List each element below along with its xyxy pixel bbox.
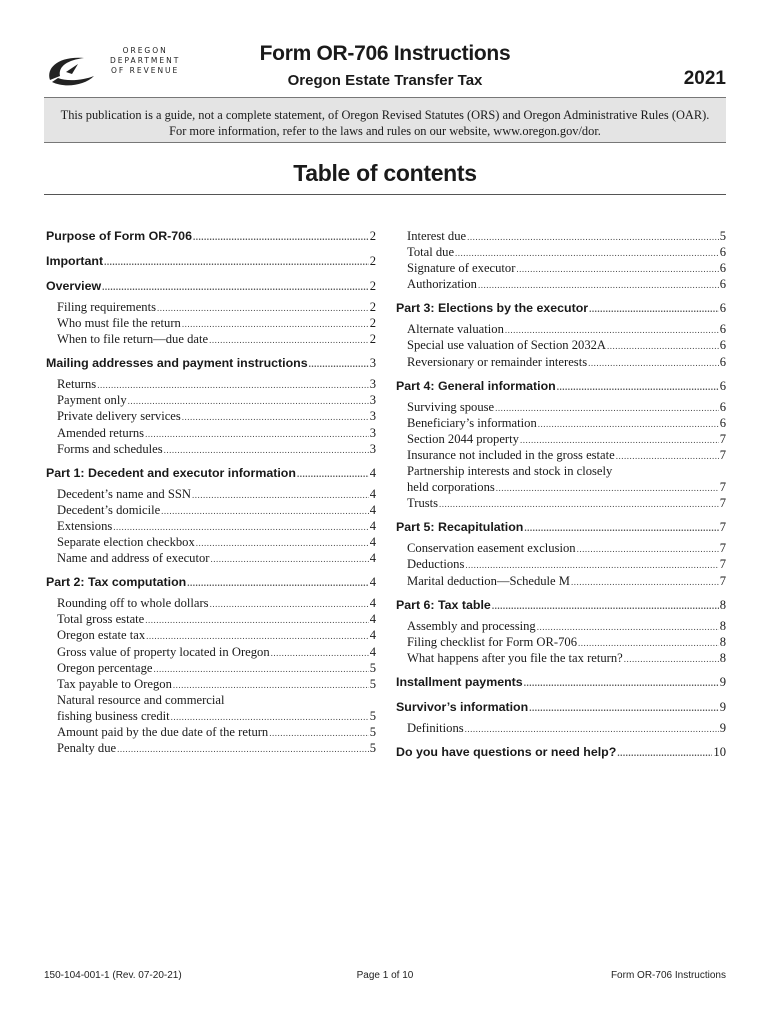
- toc-entry-title: Tax payable to Oregon: [57, 676, 172, 691]
- toc-dot-leader: [616, 448, 719, 464]
- toc-subsection-entry[interactable]: [396, 479, 726, 495]
- toc-entry-title: Purpose of Form OR-706: [46, 229, 192, 243]
- toc-subsection-entry[interactable]: [46, 676, 376, 692]
- toc-dot-leader: [104, 254, 369, 271]
- toc-entry-title: Separate election checkbox: [57, 535, 195, 550]
- toc-subsection-entry[interactable]: [46, 502, 376, 518]
- footer-form-number: 150-104-001-1 (Rev. 07-20-21): [44, 970, 182, 981]
- toc-subsection-entry[interactable]: [396, 431, 726, 447]
- toc-subsection-entry[interactable]: [396, 276, 726, 292]
- toc-dot-leader: [537, 619, 719, 635]
- toc-dot-leader: [146, 628, 369, 644]
- toc-section-entry[interactable]: [46, 465, 376, 482]
- toc-dot-leader: [455, 245, 719, 261]
- toc-subsection-entry[interactable]: [46, 692, 376, 708]
- toc-entry-title: Partnership interests and stock in closely: [407, 464, 613, 479]
- toc-page-number: 4: [369, 465, 376, 480]
- toc-page-number: 6: [719, 261, 726, 276]
- toc-dot-leader: [496, 480, 719, 496]
- toc-subsection-entry[interactable]: [396, 556, 726, 572]
- toc-subsection-entry[interactable]: [396, 447, 726, 463]
- toc-dot-leader: [210, 596, 369, 612]
- logo-line-revenue: OF REVENUE: [111, 66, 180, 75]
- toc-subsection-entry[interactable]: [46, 392, 376, 408]
- toc-page-number: 7: [719, 431, 726, 446]
- toc-entry-title: held corporations: [407, 480, 495, 495]
- toc-entry-title: Decedent’s name and SSN: [57, 486, 191, 501]
- toc-dot-leader: [588, 355, 719, 371]
- toc-page-number: 6: [719, 354, 726, 369]
- toc-page-number: 3: [369, 425, 376, 440]
- toc-entry-title: Interest due: [407, 229, 467, 243]
- toc-entry-title: Gross value of property located in Oregon: [57, 644, 270, 659]
- toc-dot-leader: [465, 721, 719, 737]
- toc-subsection-entry[interactable]: [46, 518, 376, 534]
- toc-heading: Table of contents: [293, 160, 477, 186]
- toc-page-number: 5: [719, 229, 726, 243]
- toc-entry-title: Payment only: [57, 393, 127, 408]
- toc-entry-title: Total due: [407, 245, 455, 260]
- toc-page-number: 5: [369, 741, 376, 756]
- toc-section-entry[interactable]: [396, 744, 726, 761]
- toc-page-number: 7: [719, 573, 726, 588]
- toc-page-number: 3: [369, 441, 376, 456]
- toc-entry-title: Marital deduction—Schedule M: [407, 573, 570, 588]
- toc-subsection-entry[interactable]: [46, 534, 376, 550]
- toc-page-number: 7: [719, 557, 726, 572]
- toc-section-entry[interactable]: [396, 597, 726, 614]
- toc-entry-title: Deductions: [407, 557, 465, 572]
- toc-entry-title: Extensions: [57, 518, 113, 533]
- toc-section-entry[interactable]: [46, 574, 376, 591]
- toc-dot-leader: [196, 535, 369, 551]
- toc-entry-title: Rounding off to whole dollars: [57, 596, 209, 611]
- toc-dot-leader: [524, 520, 718, 537]
- toc-entry-title: Part 2: Tax computation: [46, 575, 187, 590]
- toc-dot-leader: [193, 229, 369, 246]
- toc-dot-leader: [153, 661, 368, 677]
- toc-dot-leader: [113, 519, 368, 535]
- toc-entry-title: Total gross estate: [57, 612, 145, 627]
- toc-dot-leader: [557, 379, 719, 396]
- footer-page-number: Page 1 of 10: [356, 970, 414, 981]
- toc-page-number: 3: [369, 409, 376, 424]
- toc-section-entry[interactable]: [46, 355, 376, 372]
- toc-right-column: [396, 228, 726, 761]
- toc-page-number: 9: [719, 720, 726, 735]
- toc-dot-leader: [520, 432, 719, 448]
- toc-page-number: 8: [719, 618, 726, 633]
- toc-page-number: 2: [369, 316, 376, 331]
- toc-dot-leader: [297, 466, 369, 483]
- footer-form-name: Form OR-706 Instructions: [610, 970, 726, 981]
- toc-divider: [44, 194, 726, 195]
- toc-entry-title: Reversionary or remainder interests: [407, 354, 588, 369]
- toc-entry-title: Returns: [57, 377, 97, 392]
- toc-subsection-entry[interactable]: [396, 321, 726, 337]
- toc-page-number: 5: [369, 660, 376, 675]
- toc-section-entry[interactable]: [396, 519, 726, 536]
- toc-subsection-entry[interactable]: [46, 595, 376, 611]
- toc-page-number: 4: [369, 551, 376, 566]
- toc-dot-leader: [164, 442, 369, 458]
- toc-entry-title: fishing business credit: [57, 708, 170, 723]
- toc-page-number: 7: [719, 520, 726, 535]
- toc-page-number: 6: [719, 245, 726, 260]
- toc-page-number: 3: [369, 393, 376, 408]
- toc-entry-title: Definitions: [407, 720, 464, 735]
- toc-dot-leader: [467, 229, 719, 245]
- publication-notice: [44, 97, 726, 143]
- toc-page-number: 8: [719, 634, 726, 649]
- toc-subsection-entry[interactable]: [46, 611, 376, 627]
- toc-dot-leader: [571, 574, 719, 590]
- toc-dot-leader: [465, 557, 718, 573]
- toc-page-number: 4: [369, 644, 376, 659]
- toc-entry-title: Alternate valuation: [407, 322, 504, 337]
- toc-dot-leader: [187, 575, 368, 592]
- toc-subsection-entry[interactable]: [46, 740, 376, 756]
- toc-section-entry[interactable]: [46, 228, 376, 245]
- toc-dot-leader: [192, 487, 369, 503]
- toc-dot-leader: [309, 356, 369, 373]
- toc-entry-title: Oregon estate tax: [57, 628, 146, 643]
- toc-dot-leader: [128, 393, 369, 409]
- toc-page-number: 5: [369, 676, 376, 691]
- toc-page-number: 4: [369, 575, 376, 590]
- toc-dot-leader: [529, 700, 719, 717]
- toc-dot-leader: [577, 541, 719, 557]
- toc-section-entry[interactable]: [46, 278, 376, 295]
- toc-entry-title: Private delivery services: [57, 409, 181, 424]
- toc-entry-title: Assembly and processing: [407, 618, 536, 633]
- toc-page-number: 3: [369, 377, 376, 392]
- toc-entry-title: Who must file the return: [57, 316, 181, 331]
- toc-dot-leader: [478, 277, 719, 293]
- toc-page-number: 4: [369, 612, 376, 627]
- toc-entry-title: Conservation easement exclusion: [407, 541, 576, 556]
- toc-page-number: 6: [719, 415, 726, 430]
- toc-subsection-entry[interactable]: [396, 495, 726, 511]
- toc-section-entry[interactable]: [396, 300, 726, 317]
- toc-subsection-entry[interactable]: [46, 627, 376, 643]
- toc-subsection-entry[interactable]: [46, 708, 376, 724]
- tax-year: 2021: [683, 68, 726, 89]
- toc-entry-title: Decedent’s domicile: [57, 502, 161, 517]
- toc-entry-title: Part 4: General information: [396, 378, 556, 393]
- toc-dot-leader: [617, 745, 712, 762]
- toc-subsection-entry[interactable]: [46, 315, 376, 331]
- toc-dot-leader: [439, 496, 719, 512]
- toc-page-number: 9: [719, 699, 726, 714]
- toc-entry-title: Section 2044 property: [407, 431, 519, 446]
- logo-line-oregon: OREGON: [122, 46, 168, 55]
- toc-subsection-entry[interactable]: [396, 260, 726, 276]
- toc-page-number: 6: [719, 301, 726, 316]
- toc-entry-title: What happens after you file the tax return?: [407, 650, 623, 665]
- toc-page-number: 2: [369, 229, 376, 243]
- toc-page-number: 5: [369, 724, 376, 739]
- toc-dot-leader: [209, 332, 369, 348]
- toc-page-number: 7: [719, 541, 726, 556]
- toc-dot-leader: [157, 300, 369, 316]
- toc-subsection-entry[interactable]: [46, 486, 376, 502]
- toc-entry-title: Natural resource and commercial: [57, 692, 225, 707]
- toc-subsection-entry[interactable]: [396, 228, 726, 244]
- form-title: Form OR-706 Instructions: [259, 42, 511, 65]
- toc-entry-title: Authorization: [407, 277, 477, 292]
- toc-subsection-entry[interactable]: [396, 354, 726, 370]
- toc-page-number: 7: [719, 496, 726, 511]
- toc-page-number: 6: [719, 378, 726, 393]
- toc-subsection-entry[interactable]: [396, 415, 726, 431]
- toc-subsection-entry[interactable]: [46, 425, 376, 441]
- toc-page-number: 6: [719, 277, 726, 292]
- toc-entry-title: Filing requirements: [57, 300, 156, 314]
- toc-entry-title: Survivor’s information: [396, 699, 529, 714]
- toc-subsection-entry[interactable]: [396, 337, 726, 353]
- toc-subsection-entry[interactable]: [396, 244, 726, 260]
- toc-page-number: 2: [369, 300, 376, 314]
- toc-subsection-entry[interactable]: [396, 634, 726, 650]
- toc-entry-title: Oregon percentage: [57, 660, 153, 675]
- toc-entry-title: Part 1: Decedent and executor information: [46, 465, 296, 480]
- toc-entry-title: Forms and schedules: [57, 441, 163, 456]
- toc-entry-title: Trusts: [407, 496, 439, 511]
- toc-entry-title: Filing checklist for Form OR-706: [407, 634, 578, 649]
- toc-dot-leader: [269, 725, 368, 741]
- toc-page-number: 6: [719, 338, 726, 353]
- toc-subsection-entry[interactable]: [396, 650, 726, 666]
- toc-subsection-entry[interactable]: [46, 660, 376, 676]
- toc-dot-leader: [607, 338, 719, 354]
- toc-entry-title: Mailing addresses and payment instructions: [46, 356, 308, 371]
- toc-page-number: 8: [719, 597, 726, 612]
- toc-subsection-entry[interactable]: [46, 376, 376, 392]
- logo-line-department: DEPARTMENT: [110, 56, 181, 65]
- toc-entry-title: When to file return—due date: [57, 332, 209, 347]
- toc-page-number: 9: [719, 674, 726, 689]
- toc-subsection-entry[interactable]: [396, 618, 726, 634]
- toc-entry-title: Amended returns: [57, 425, 145, 440]
- toc-dot-leader: [516, 261, 718, 277]
- toc-entry-title: Amount paid by the due date of the return: [57, 724, 269, 739]
- toc-dot-leader: [182, 316, 369, 332]
- toc-page-number: 2: [369, 254, 376, 268]
- toc-dot-leader: [145, 612, 368, 628]
- toc-section-entry[interactable]: [396, 699, 726, 716]
- toc-entry-title: Signature of executor: [407, 261, 516, 276]
- toc-subsection-entry[interactable]: [396, 540, 726, 556]
- toc-dot-leader: [117, 741, 369, 757]
- toc-entry-title: Beneficiary’s information: [407, 415, 537, 430]
- toc-subsection-entry[interactable]: [46, 550, 376, 566]
- toc-subsection-entry[interactable]: [46, 724, 376, 740]
- toc-entry-title: Insurance not included in the gross estate: [407, 447, 615, 462]
- toc-entry-title: Important: [46, 254, 104, 268]
- toc-section-entry[interactable]: [396, 378, 726, 395]
- toc-dot-leader: [271, 645, 369, 661]
- toc-page-number: 5: [369, 708, 376, 723]
- toc-left-column: [46, 228, 376, 756]
- toc-dot-leader: [495, 400, 719, 416]
- toc-page-number: 7: [719, 480, 726, 495]
- form-subtitle: Oregon Estate Transfer Tax: [287, 72, 483, 89]
- toc-page-number: 10: [713, 744, 726, 759]
- toc-dot-leader: [102, 279, 369, 296]
- toc-dot-leader: [173, 677, 369, 693]
- toc-entry-title: Surviving spouse: [407, 399, 495, 414]
- toc-page-number: 4: [369, 486, 376, 501]
- toc-page-number: 4: [369, 628, 376, 643]
- toc-page-number: 4: [369, 502, 376, 517]
- toc-dot-leader: [624, 651, 719, 667]
- toc-page-number: 2: [369, 279, 376, 293]
- toc-dot-leader: [524, 675, 719, 692]
- notice-line-1: This publication is a guide, not a complete statement, of Oregon Revised Statutes (ORS) and Oregon Administrative Rules (OAR).: [60, 108, 710, 122]
- toc-entry-title: Part 3: Elections by the executor: [396, 301, 589, 316]
- toc-page-number: 7: [719, 447, 726, 462]
- toc-entry-title: Penalty due: [57, 741, 117, 756]
- toc-entry-title: Do you have questions or need help?: [396, 744, 617, 759]
- toc-dot-leader: [492, 598, 719, 615]
- toc-subsection-entry[interactable]: [396, 573, 726, 589]
- toc-dot-leader: [578, 635, 719, 651]
- toc-page-number: 4: [369, 518, 376, 533]
- toc-entry-title: Installment payments: [396, 674, 523, 689]
- toc-dot-leader: [97, 377, 369, 393]
- toc-subsection-entry[interactable]: [396, 463, 726, 479]
- notice-line-2: For more information, refer to the laws and rules on our website, www.oregon.gov/dor.: [169, 124, 601, 138]
- toc-page-number: 4: [369, 535, 376, 550]
- toc-entry-title: Part 5: Recapitulation: [396, 520, 524, 535]
- toc-page-number: 6: [719, 399, 726, 414]
- toc-page-number: 8: [719, 650, 726, 665]
- toc-page-number: 3: [369, 356, 376, 371]
- toc-dot-leader: [145, 426, 369, 442]
- toc-subsection-entry[interactable]: [396, 720, 726, 736]
- toc-page-number: 4: [369, 596, 376, 611]
- toc-section-entry[interactable]: [396, 674, 726, 691]
- toc-dot-leader: [538, 416, 719, 432]
- toc-subsection-entry[interactable]: [46, 299, 376, 315]
- toc-subsection-entry[interactable]: [46, 644, 376, 660]
- toc-subsection-entry[interactable]: [46, 331, 376, 347]
- toc-dot-leader: [210, 551, 368, 567]
- toc-entry-title: Part 6: Tax table: [396, 597, 491, 612]
- toc-dot-leader: [182, 409, 369, 425]
- toc-dot-leader: [505, 322, 719, 338]
- toc-entry-title: Overview: [46, 279, 102, 293]
- toc-entry-title: Name and address of executor: [57, 551, 210, 566]
- toc-entry-title: Special use valuation of Section 2032A: [407, 338, 607, 353]
- toc-page-number: 2: [369, 332, 376, 347]
- toc-section-entry[interactable]: [46, 253, 376, 270]
- toc-dot-leader: [171, 709, 369, 725]
- toc-dot-leader: [589, 301, 719, 318]
- toc-subsection-entry[interactable]: [396, 399, 726, 415]
- toc-page-number: 6: [719, 322, 726, 337]
- toc-dot-leader: [161, 503, 369, 519]
- toc-subsection-entry[interactable]: [46, 408, 376, 424]
- toc-subsection-entry[interactable]: [46, 441, 376, 457]
